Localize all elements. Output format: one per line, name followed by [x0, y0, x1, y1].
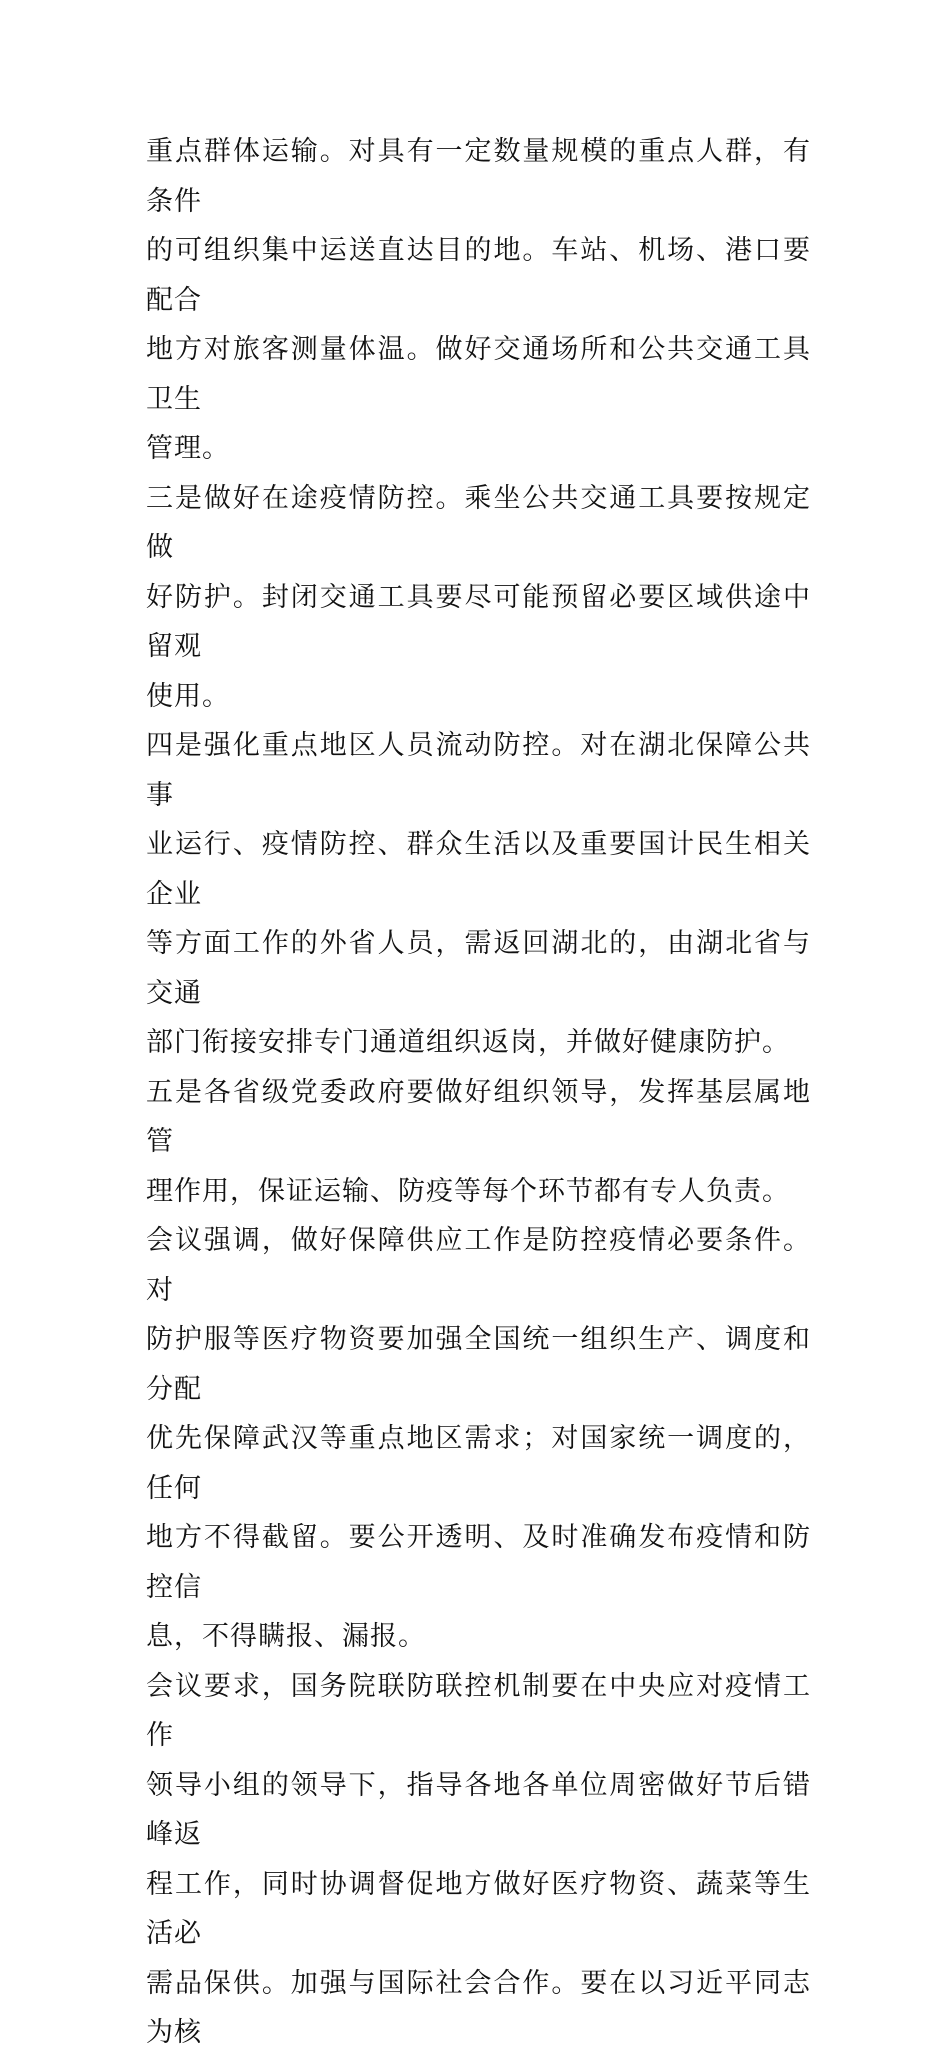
paragraph-5: 会议强调，做好保障供应工作是防控疫情必要条件。对 防护服等医疗物资要加强全国统一组织生产、调度和分配 优先保障武汉等重点地区需求；对国家统一调度的，任何 地方不得截留。要公开透明、及时准确发布疫情和防控信 息，不得瞒报、漏报。	[146, 1225, 811, 1652]
document-body	[146, 127, 811, 2058]
paragraph-4: 五是各省级党委政府要做好组织领导，发挥基层属地管 理作用，保证运输、防疫等每个环节都有专人负责。	[146, 1076, 811, 1207]
paragraph-1: 重点群体运输。对具有一定数量规模的重点人群，有条件 的可组织集中运送直达目的地。车站、机场、港口要配合 地方对旅客测量体温。做好交通场所和公共交通工具卫生 管理。	[146, 136, 811, 464]
paragraph-3: 四是强化重点地区人员流动防控。对在湖北保障公共事 业运行、疫情防控、群众生活以及重要国计民生相关企业 等方面工作的外省人员，需返回湖北的，由湖北省与交通 部门衔接安排专门通道组织返岗，并做好健康防护。	[146, 730, 811, 1058]
paragraph-6: 会议要求，国务院联防联控机制要在中央应对疫情工作 领导小组的领导下，指导各地各单位周密做好节后错峰返 程工作，同时协调督促地方做好医疗物资、蔬菜等生活必 需品保供。加强与国际社会合作。要在以习近平同志为核	[146, 1670, 811, 2048]
paragraph-2: 三是做好在途疫情防控。乘坐公共交通工具要按规定做 好防护。封闭交通工具要尽可能预留必要区域供途中留观 使用。	[146, 482, 811, 712]
